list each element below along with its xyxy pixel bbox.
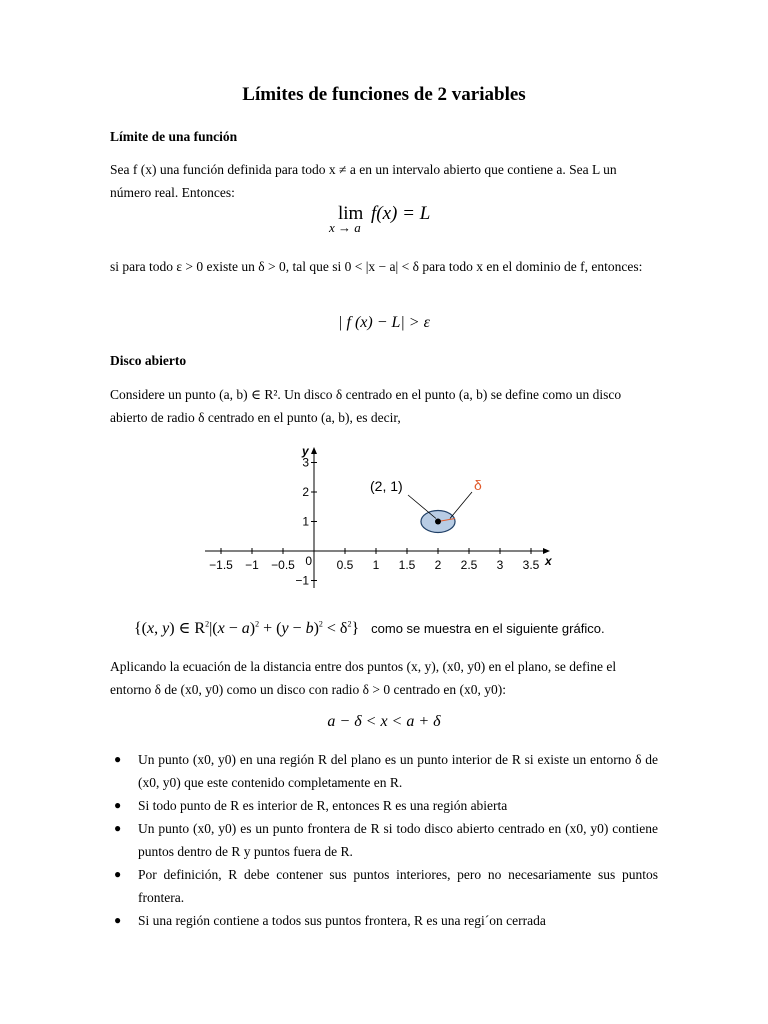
x-tick-label: −0.5 — [271, 558, 295, 572]
limit-condition-paragraph: si para todo ε > 0 existe un δ > 0, tal que si 0 < |x − a| < δ para todo x en el dominio de f, entonces: — [110, 259, 643, 274]
set-note: como se muestra en el siguiente gráfico. — [371, 621, 605, 636]
delta-label: δ — [474, 477, 482, 493]
list-item: ● Un punto (x0, y0) en una región R del plano es un punto interior de R si existe un entorno δ de (x0, y0) que este contenido completamente en R. — [110, 748, 658, 794]
distance-paragraph: Aplicando la ecuación de la distancia entre dos puntos (x, y), (x0, y0) en el plano, se define el entorno δ de (x0, y0) como un disco con radio δ > 0 centrado en (x0, y0): — [110, 659, 617, 697]
bullet-icon: ● — [114, 798, 122, 812]
y-axis-arrow — [311, 447, 317, 454]
limit-intro-paragraph: Sea f (x) una función definida para todo x ≠ a en un intervalo abierto que contiene a. Sea L un número real. Entonces: — [110, 162, 617, 200]
bullet-icon: ● — [114, 913, 122, 927]
limit-operator: lim — [338, 203, 364, 224]
y-tick-label: 1 — [302, 514, 309, 529]
list-item: ● Un punto (x0, y0) es un punto frontera de R si todo disco abierto centrado en (x0, y0) contiene puntos dentro de R y puntos fuera de R. — [110, 817, 658, 863]
center-point — [435, 519, 441, 525]
x-axis-label: x — [545, 554, 552, 568]
x-tick-label: 1 — [372, 558, 380, 572]
limit-subscript: x → a — [329, 220, 361, 235]
x-tick-label: 0.5 — [336, 558, 354, 572]
epsilon-inequality: | f (x) − L| > ε — [338, 314, 430, 331]
x-tick-label: 2 — [434, 558, 442, 572]
point-leader-line — [408, 495, 436, 519]
set-expression: {(x, y) ∈ $R^2|(x - a)^2 + (y - b)^2 < \delta^2$} — [134, 619, 360, 637]
bullet-icon: ● — [114, 867, 122, 881]
y-tick-label: 2 — [302, 485, 309, 499]
section-heading-limit: Límite de una función — [110, 129, 238, 144]
y-tick-label: 3 — [302, 455, 309, 470]
x-tick-label: −1 — [245, 558, 259, 572]
open-disk-intro-paragraph: Considere un punto (a, b) ∈ R². Un disco δ centrado en el punto (a, b) se define como un disco abierto de radio δ centrado en el punto (a, b), es decir, — [110, 387, 622, 425]
x-tick-label: 2.5 — [460, 558, 478, 572]
section-heading-open-disk: Disco abierto — [110, 353, 187, 368]
list-item: ● Si una región contiene a todos sus puntos frontera, R es una regi´on cerrada — [110, 909, 658, 932]
list-item: ● Si todo punto de R es interior de R, entonces R es una región abierta — [110, 794, 658, 817]
y-tick-label: −1 — [295, 573, 309, 588]
open-disk-plot — [200, 440, 560, 600]
delta-leader-line — [450, 492, 472, 519]
limit-expression: f(x) = L — [371, 203, 431, 224]
bullet-icon: ● — [114, 821, 122, 835]
x-tick-label: 3.5 — [522, 558, 540, 572]
x-tick-label: 3 — [496, 558, 504, 572]
point-label: (2, 1) — [370, 478, 403, 494]
delta-inequality: a − δ < x < a + δ — [327, 713, 441, 730]
page-title: Límites de funciones de 2 variables — [242, 84, 526, 105]
x-ticks — [209, 548, 540, 572]
disk-set-definition — [134, 618, 605, 638]
bullet-icon: ● — [114, 752, 122, 766]
limit-formula — [326, 200, 466, 240]
y-axis-label: y — [302, 444, 309, 458]
x-tick-label: −1.5 — [209, 558, 233, 572]
list-item: ● Por definición, R debe contener sus puntos interiores, pero no necesariamente sus puntos frontera. — [110, 863, 658, 909]
x-tick-label: 1.5 — [398, 558, 416, 572]
x-tick-label: 0 — [305, 554, 312, 568]
bullet-list — [110, 748, 658, 932]
